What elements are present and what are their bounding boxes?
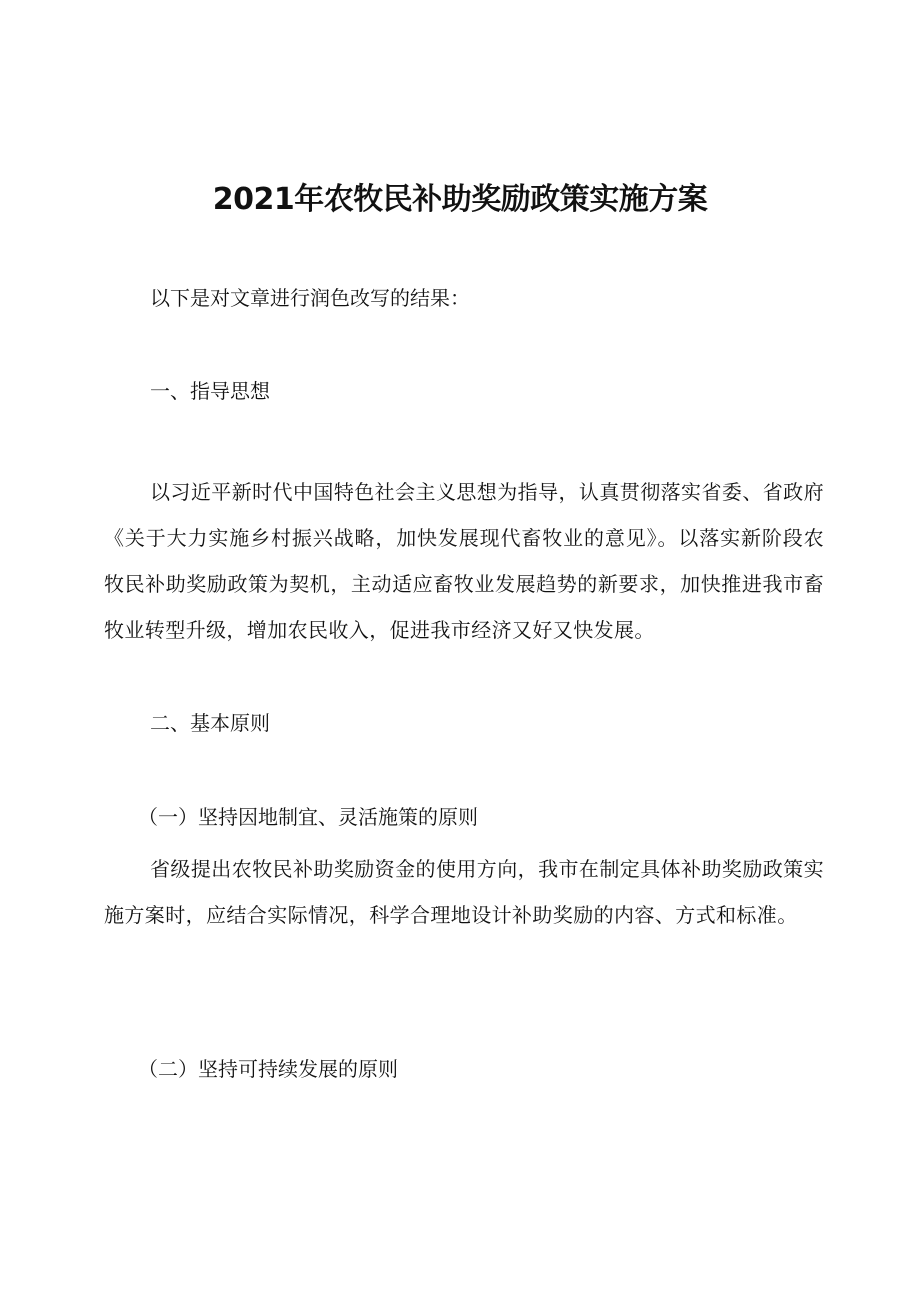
document-title: 2021年农牧民补助奖励政策实施方案 [212, 182, 708, 217]
section-heading-guiding-ideology: 一、指导思想 [150, 379, 270, 403]
subheading-sustainable-development: （二）坚持可持续发展的原则 [138, 1057, 398, 1081]
paragraph-adapt-locally: 省级提出农牧民补助奖励资金的使用方向，我市在制定具体补助奖励政策实施方案时，应结合实际情况，科学合理地设计补助奖励的内容、方式和标准。 [104, 857, 824, 927]
section-heading-basic-principles: 二、基本原则 [150, 711, 270, 735]
paragraph-guiding-ideology: 以习近平新时代中国特色社会主义思想为指导，认真贯彻落实省委、省政府《关于大力实施乡村振兴战略，加快发展现代畜牧业的意见》。以落实新阶段农牧民补助奖励政策为契机，主动适应畜牧业发展趋势的新要求，加快推进我市畜牧业转型升级，增加农民收入，促进我市经济又好又快发展。 [104, 480, 824, 642]
subheading-adapt-locally: （一）坚持因地制宜、灵活施策的原则 [138, 805, 478, 829]
intro-text: 以下是对文章进行润色改写的结果： [150, 286, 470, 310]
